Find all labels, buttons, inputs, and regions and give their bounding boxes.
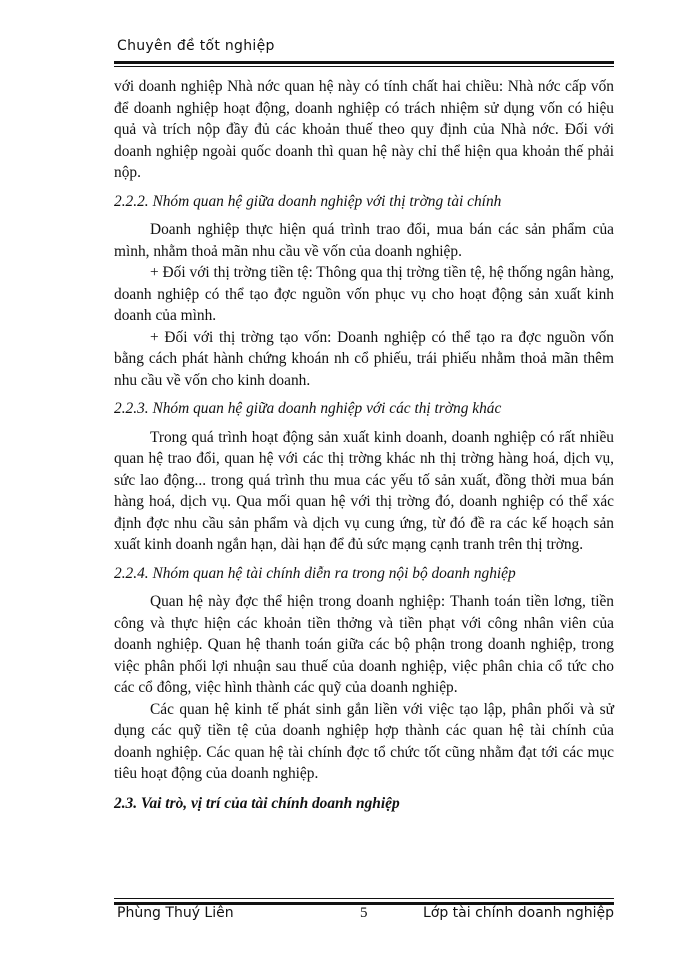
header-title: Chuyên đề tốt nghiệp: [117, 38, 275, 54]
footer-page-number: 5: [360, 905, 368, 921]
paragraph-capital-market: + Đối với thị trờng tạo vốn: Doanh nghiệp có thể tạo ra đợc nguồn vốn bằng cách phát hành chứng khoán nh cổ phiếu, trái phiếu nhằm thoả mãn thêm nhu cầu về vốn cho kinh doanh.: [114, 328, 614, 389]
paragraph-state-relations: với doanh nghiệp Nhà nớc quan hệ này có tính chất hai chiều: Nhà nớc cấp vốn để doanh nghiệp hoạt động, doanh nghiệp có trách nhiệm sử dụng vốn có hiệu quả và trích nộp đầy đủ các khoản thuế theo quy định của Nhà nớc. Đối với doanh nghiệp ngoài quốc doanh thì quan hệ này chỉ thể hiện qua khoản thế phải nộp.: [114, 78, 614, 181]
section-heading-2-2-3: 2.2.3. Nhóm quan hệ giữa doanh nghiệp với các thị trờng khác: [114, 400, 502, 417]
section-heading-2-2-2: 2.2.2. Nhóm quan hệ giữa doanh nghiệp với thị trờng tài chính: [114, 192, 502, 210]
header-rule-thin: [114, 66, 614, 67]
section-heading-2-3: 2.3. Vai trò, vị trí của tài chính doanh nghiệp: [114, 794, 400, 812]
section-heading-2-2-4: 2.2.4. Nhóm quan hệ tài chính diễn ra trong nội bộ doanh nghiệp: [114, 564, 516, 582]
footer-rule-thin: [114, 898, 614, 899]
footer-class-name: Lớp tài chính doanh nghiệp: [422, 905, 614, 921]
document-body: [114, 76, 614, 814]
footer-author: Phùng Thuý Liên: [117, 905, 234, 921]
paragraph-other-markets: Trong quá trình hoạt động sản xuất kinh doanh, doanh nghiệp có rất nhiều quan hệ trao đổi, quan hệ với các thị trờng khác nh thị trờng hàng hoá, dịch vụ, sức lao động... trong quá trình thu mua các yếu tố sản xuất, đồng thời mua bán hàng hoá, dịch vụ. Qua mối quan hệ với thị trờng đó, doanh nghiệp có thể xác định đợc nhu cầu sản phẩm và dịch vụ cung ứng, từ đó đề ra các kế hoạch sản xuất kinh doanh ngắn hạn, dài hạn để đủ sức mạng cạnh tranh trên thị trờng.: [114, 428, 614, 553]
paragraph-internal-relations: Quan hệ này đợc thể hiện trong doanh nghiệp: Thanh toán tiền lơng, tiền công và thực hiện các khoản tiền thởng và tiền phạt với công nhân viên của doanh nghiệp. Quan hệ thanh toán giữa các bộ phận trong doanh nghiệp, trong việc phân phối lợi nhuận sau thuế của doanh nghiệp, việc phân chia cổ tức cho các cổ đông, việc hình thành các quỹ của doanh nghiệp.: [114, 593, 614, 696]
paragraph-economic-relations: Các quan hệ kinh tế phát sinh gắn liền với việc tạo lập, phân phối và sử dụng các quỹ tiền tệ của doanh nghiệp hợp thành các quan hệ tài chính của doanh nghiệp. Các quan hệ tài chính đợc tổ chức tốt cũng nhằm đạt tới các mục tiêu hoạt động của doanh nghiệp.: [114, 700, 614, 782]
page-footer: [114, 905, 614, 925]
paragraph-financial-market-intro: Doanh nghiệp thực hiện quá trình trao đổi, mua bán các sản phẩm của mình, nhằm thoả mãn nhu cầu về vốn của doanh nghiệp.: [114, 221, 614, 260]
paragraph-money-market: + Đối với thị trờng tiền tệ: Thông qua thị trờng tiền tệ, hệ thống ngân hàng, doanh nghiệp có thể tạo đợc nguồn vốn phục vụ cho hoạt động sản xuất kinh doanh của mình.: [114, 264, 614, 324]
header-rule-thick: [114, 61, 614, 64]
